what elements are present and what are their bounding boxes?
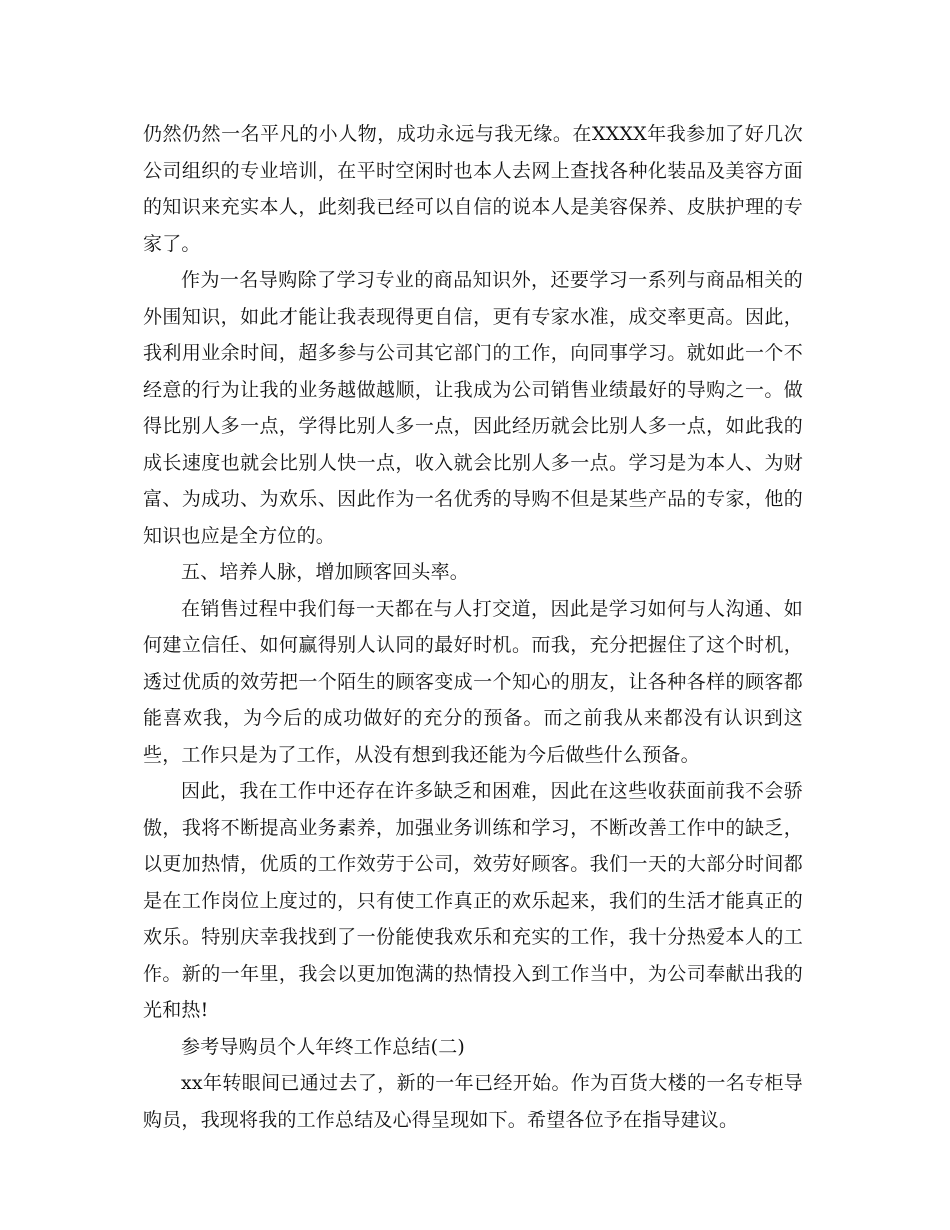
- paragraph-3: 在销售过程中我们每一天都在与人打交道，因此是学习如何与人沟通、如何建立信任、如何赢得别人认同的最好时机。而我，充分把握住了这个时机，透过优质的效劳把一个陌生的顾客变成一个知心的朋友，让各种各样的顾客都能喜欢我，为今后的成功做好的充分的预备。而之前我从来都没有认识到这些，工作只是为了工作，从没有想到我还能为今后做些什么预备。: [143, 597, 803, 766]
- paragraph-4: 因此，我在工作中还存在许多缺乏和困难，因此在这些收获面前我不会骄傲，我将不断提高业务素养，加强业务训练和学习，不断改善工作中的缺乏，以更加热情，优质的工作效劳于公司，效劳好顾客。我们一天的大部分时间都是在工作岗位上度过的，只有使工作真正的欢乐起来，我们的生活才能真正的欢乐。特别庆幸我找到了一份能使我欢乐和充实的工作，我十分热爱本人的工作。新的一年里，我会以更加饱满的热情投入到工作当中，为公司奉献出我的光和热!: [143, 780, 803, 1021]
- paragraph-1: 仍然仍然一名平凡的小人物，成功永远与我无缘。在XXXX年我参加了好几次公司组织的专业培训，在平时空闲时也本人去网上查找各种化装品及美容方面的知识来充实本人，此刻我已经可以自信的说本人是美容保养、皮肤护理的专家了。: [143, 123, 803, 255]
- section-heading-5: 五、培养人脉，增加顾客回头率。: [181, 561, 470, 583]
- article-title-2: 参考导购员个人年终工作总结(二): [181, 1035, 466, 1058]
- paragraph-2: 作为一名导购除了学习专业的商品知识外，还要学习一系列与商品相关的外围知识，如此才能让我表现得更自信，更有专家水准，成交率更高。因此，我利用业余时间，超多参与公司其它部门的工作，向同事学习。就如此一个不经意的行为让我的业务越做越顺，让我成为公司销售业绩最好的导购之一。做得比别人多一点，学得比别人多一点，因此经历就会比别人多一点，如此我的成长速度也就会比别人快一点，收入就会比别人多一点。学习是为本人、为财富、为成功、为欢乐、因此作为一名优秀的导购不但是某些产品的专家，他的知识也应是全方位的。: [143, 269, 803, 547]
- document-body: [143, 116, 803, 1138]
- paragraph-5: xx年转眼间已通过去了，新的一年已经开始。作为百货大楼的一名专柜导购员，我现将我的工作总结及心得呈现如下。希望各位予在指导建议。: [143, 1072, 803, 1131]
